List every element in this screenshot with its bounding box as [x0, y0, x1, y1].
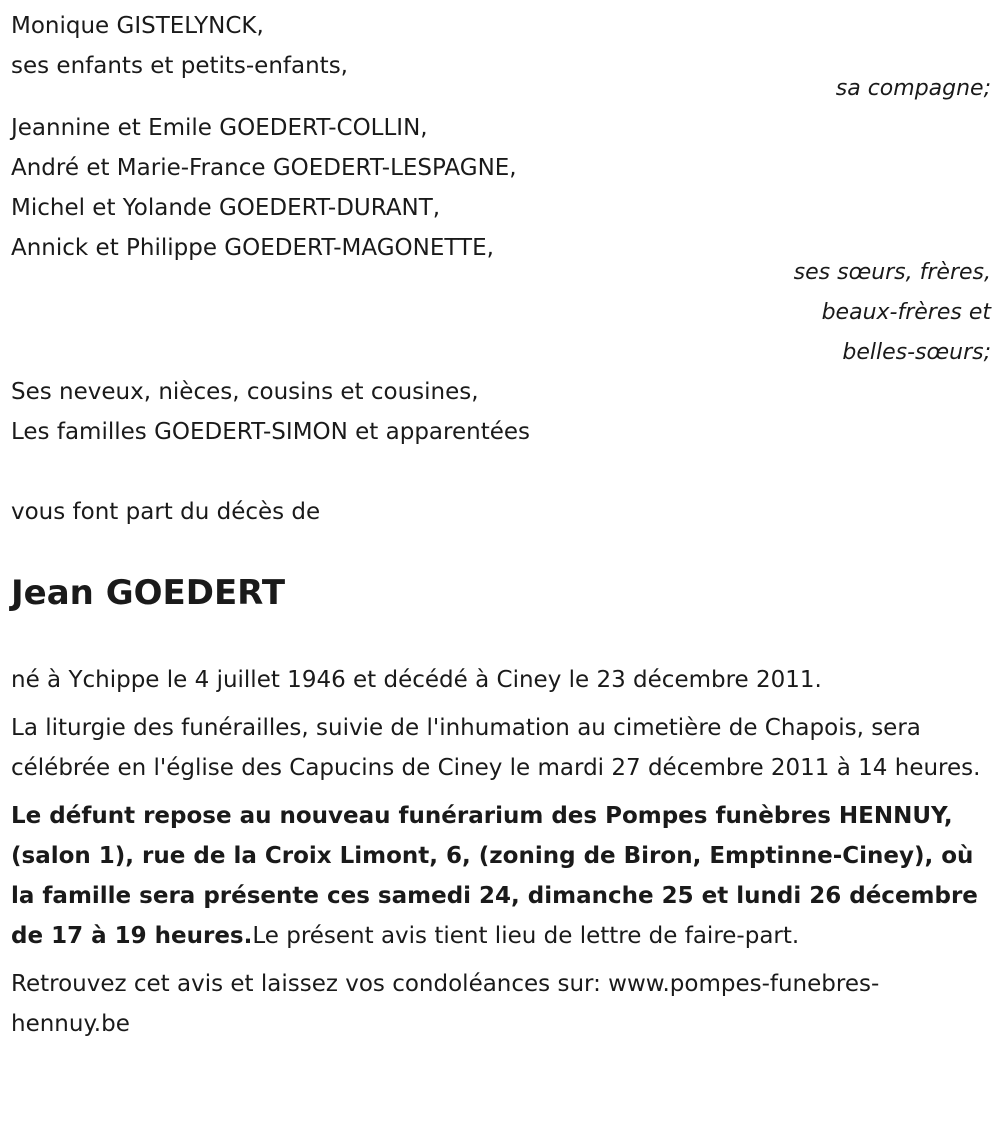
companion-children: ses enfants et petits-enfants, — [11, 53, 348, 79]
sibling-line: Jeannine et Emile GOEDERT-COLLIN, — [11, 115, 428, 141]
relation-line: beaux-frères et — [821, 300, 991, 325]
siblings-relation — [794, 253, 991, 373]
companion-name: Monique GISTELYNCK, — [11, 13, 264, 39]
sibling-line: Annick et Philippe GOEDERT-MAGONETTE, — [11, 235, 494, 261]
condolences-text: Retrouvez cet avis et laissez vos condoléances sur: www.pompes-funebres-hennuy.be — [11, 971, 880, 1037]
deceased-name: Jean GOEDERT — [11, 573, 286, 613]
birth-death-text: né à Ychippe le 4 juillet 1946 et décédé à Ciney le 23 décembre 2011. — [11, 667, 822, 693]
details-block — [11, 660, 991, 1044]
companion-block — [11, 6, 348, 86]
visitation-bold: Le défunt repose au nouveau funérarium des Pompes funèbres HENNUY, (salon 1), rue de la Croix Limont, 6, (zoning de Biron, Emptinne-Ciney), où la famille sera présente ces samedi 24, dimanche 25 et lundi 26 décembre de 17 à 19 heures. — [11, 803, 978, 949]
sibling-line: Michel et Yolande GOEDERT-DURANT, — [11, 195, 441, 221]
visitation-text — [11, 796, 991, 956]
siblings-block — [11, 108, 517, 268]
announcement-text: vous font part du décès de — [11, 499, 321, 525]
others-line: Les familles GOEDERT-SIMON et apparentées — [11, 419, 531, 445]
sibling-line: André et Marie-France GOEDERT-LESPAGNE, — [11, 155, 517, 181]
funeral-text: La liturgie des funérailles, suivie de l'inhumation au cimetière de Chapois, sera célébrée en l'église des Capucins de Ciney le mardi 27 décembre 2011 à 14 heures. — [11, 715, 981, 781]
relation-line: ses sœurs, frères, — [793, 260, 991, 285]
companion-relation: sa compagne; — [835, 76, 991, 101]
others-block — [11, 372, 530, 452]
others-line: Ses neveux, nièces, cousins et cousines, — [11, 379, 479, 405]
visitation-normal: Le présent avis tient lieu de lettre de faire-part. — [252, 923, 800, 949]
relation-line: belles-sœurs; — [842, 340, 991, 365]
